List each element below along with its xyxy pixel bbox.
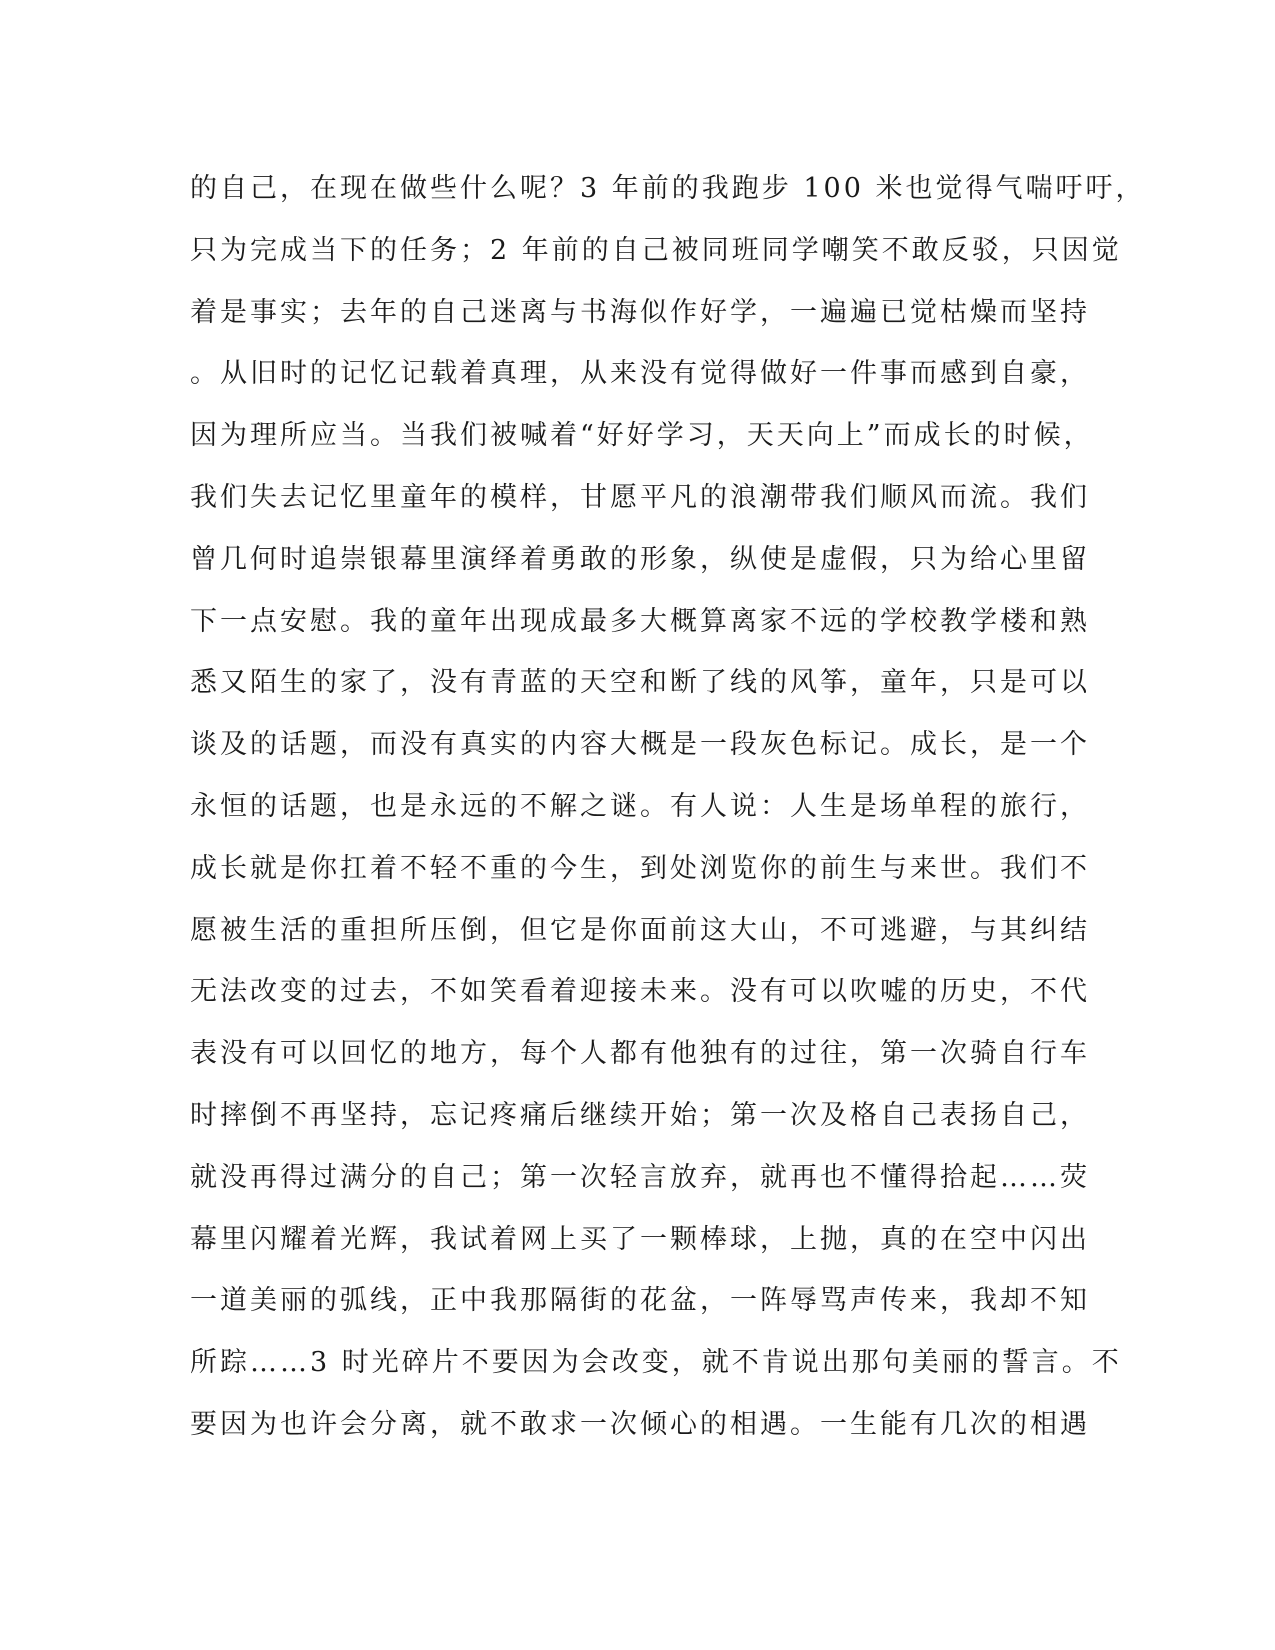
text-line: 悉又陌生的家了，没有青蓝的天空和断了线的风筝，童年，只是可以 — [190, 667, 1090, 699]
text-line: 愿被生活的重担所压倒，但它是你面前这大山，不可逃避，与其纠结 — [190, 914, 1090, 946]
text-line: 永恒的话题，也是永远的不解之谜。有人说：人生是场单程的旅行， — [190, 790, 1090, 822]
text-line: 一道美丽的弧线，正中我那隔街的花盆，一阵辱骂声传来，我却不知 — [190, 1285, 1090, 1317]
text-line: 曾几何时追崇银幕里演绎着勇敢的形象，纵使是虚假，只为给心里留 — [190, 543, 1090, 575]
text-line: 幕里闪耀着光辉，我试着网上买了一颗棒球，上抛，真的在空中闪出 — [190, 1223, 1090, 1255]
text-line: 所踪……3 时光碎片不要因为会改变，就不肯说出那句美丽的誓言。不 — [190, 1347, 1122, 1379]
text-line: 我们失去记忆里童年的模样，甘愿平凡的浪潮带我们顺风而流。我们 — [190, 481, 1090, 513]
text-line: 的自己，在现在做些什么呢？3 年前的我跑步 100 米也觉得气喘吁吁， — [190, 173, 1146, 204]
text-line: 时摔倒不再坚持，忘记疼痛后继续开始；第一次及格自己表扬自己， — [190, 1099, 1090, 1131]
text-line: 表没有可以回忆的地方，每个人都有他独有的过往，第一次骑自行车 — [190, 1038, 1090, 1070]
text-line: 着是事实；去年的自己迷离与书海似作好学，一遍遍已觉枯燥而坚持 — [190, 296, 1090, 328]
body-text — [190, 158, 1146, 1456]
text-line: 无法改变的过去，不如笑看着迎接未来。没有可以吹嘘的历史，不代 — [190, 976, 1090, 1008]
text-line: 要因为也许会分离，就不敢求一次倾心的相遇。一生能有几次的相遇 — [190, 1408, 1090, 1440]
text-line: 就没再得过满分的自己；第一次轻言放弃，就再也不懂得拾起……荧 — [190, 1161, 1090, 1193]
text-line: 下一点安慰。我的童年出现成最多大概算离家不远的学校教学楼和熟 — [190, 605, 1090, 637]
text-line: 成长就是你扛着不轻不重的今生，到处浏览你的前生与来世。我们不 — [190, 852, 1090, 884]
text-line: 因为理所应当。当我们被喊着“好好学习，天天向上”而成长的时候， — [190, 420, 1094, 452]
text-line: 谈及的话题，而没有真实的内容大概是一段灰色标记。成长，是一个 — [190, 729, 1090, 761]
text-line: 。从旧时的记忆记载着真理，从来没有觉得做好一件事而感到自豪， — [190, 358, 1090, 390]
text-line: 只为完成当下的任务；2 年前的自己被同班同学嘲笑不敢反驳，只因觉 — [190, 234, 1122, 266]
